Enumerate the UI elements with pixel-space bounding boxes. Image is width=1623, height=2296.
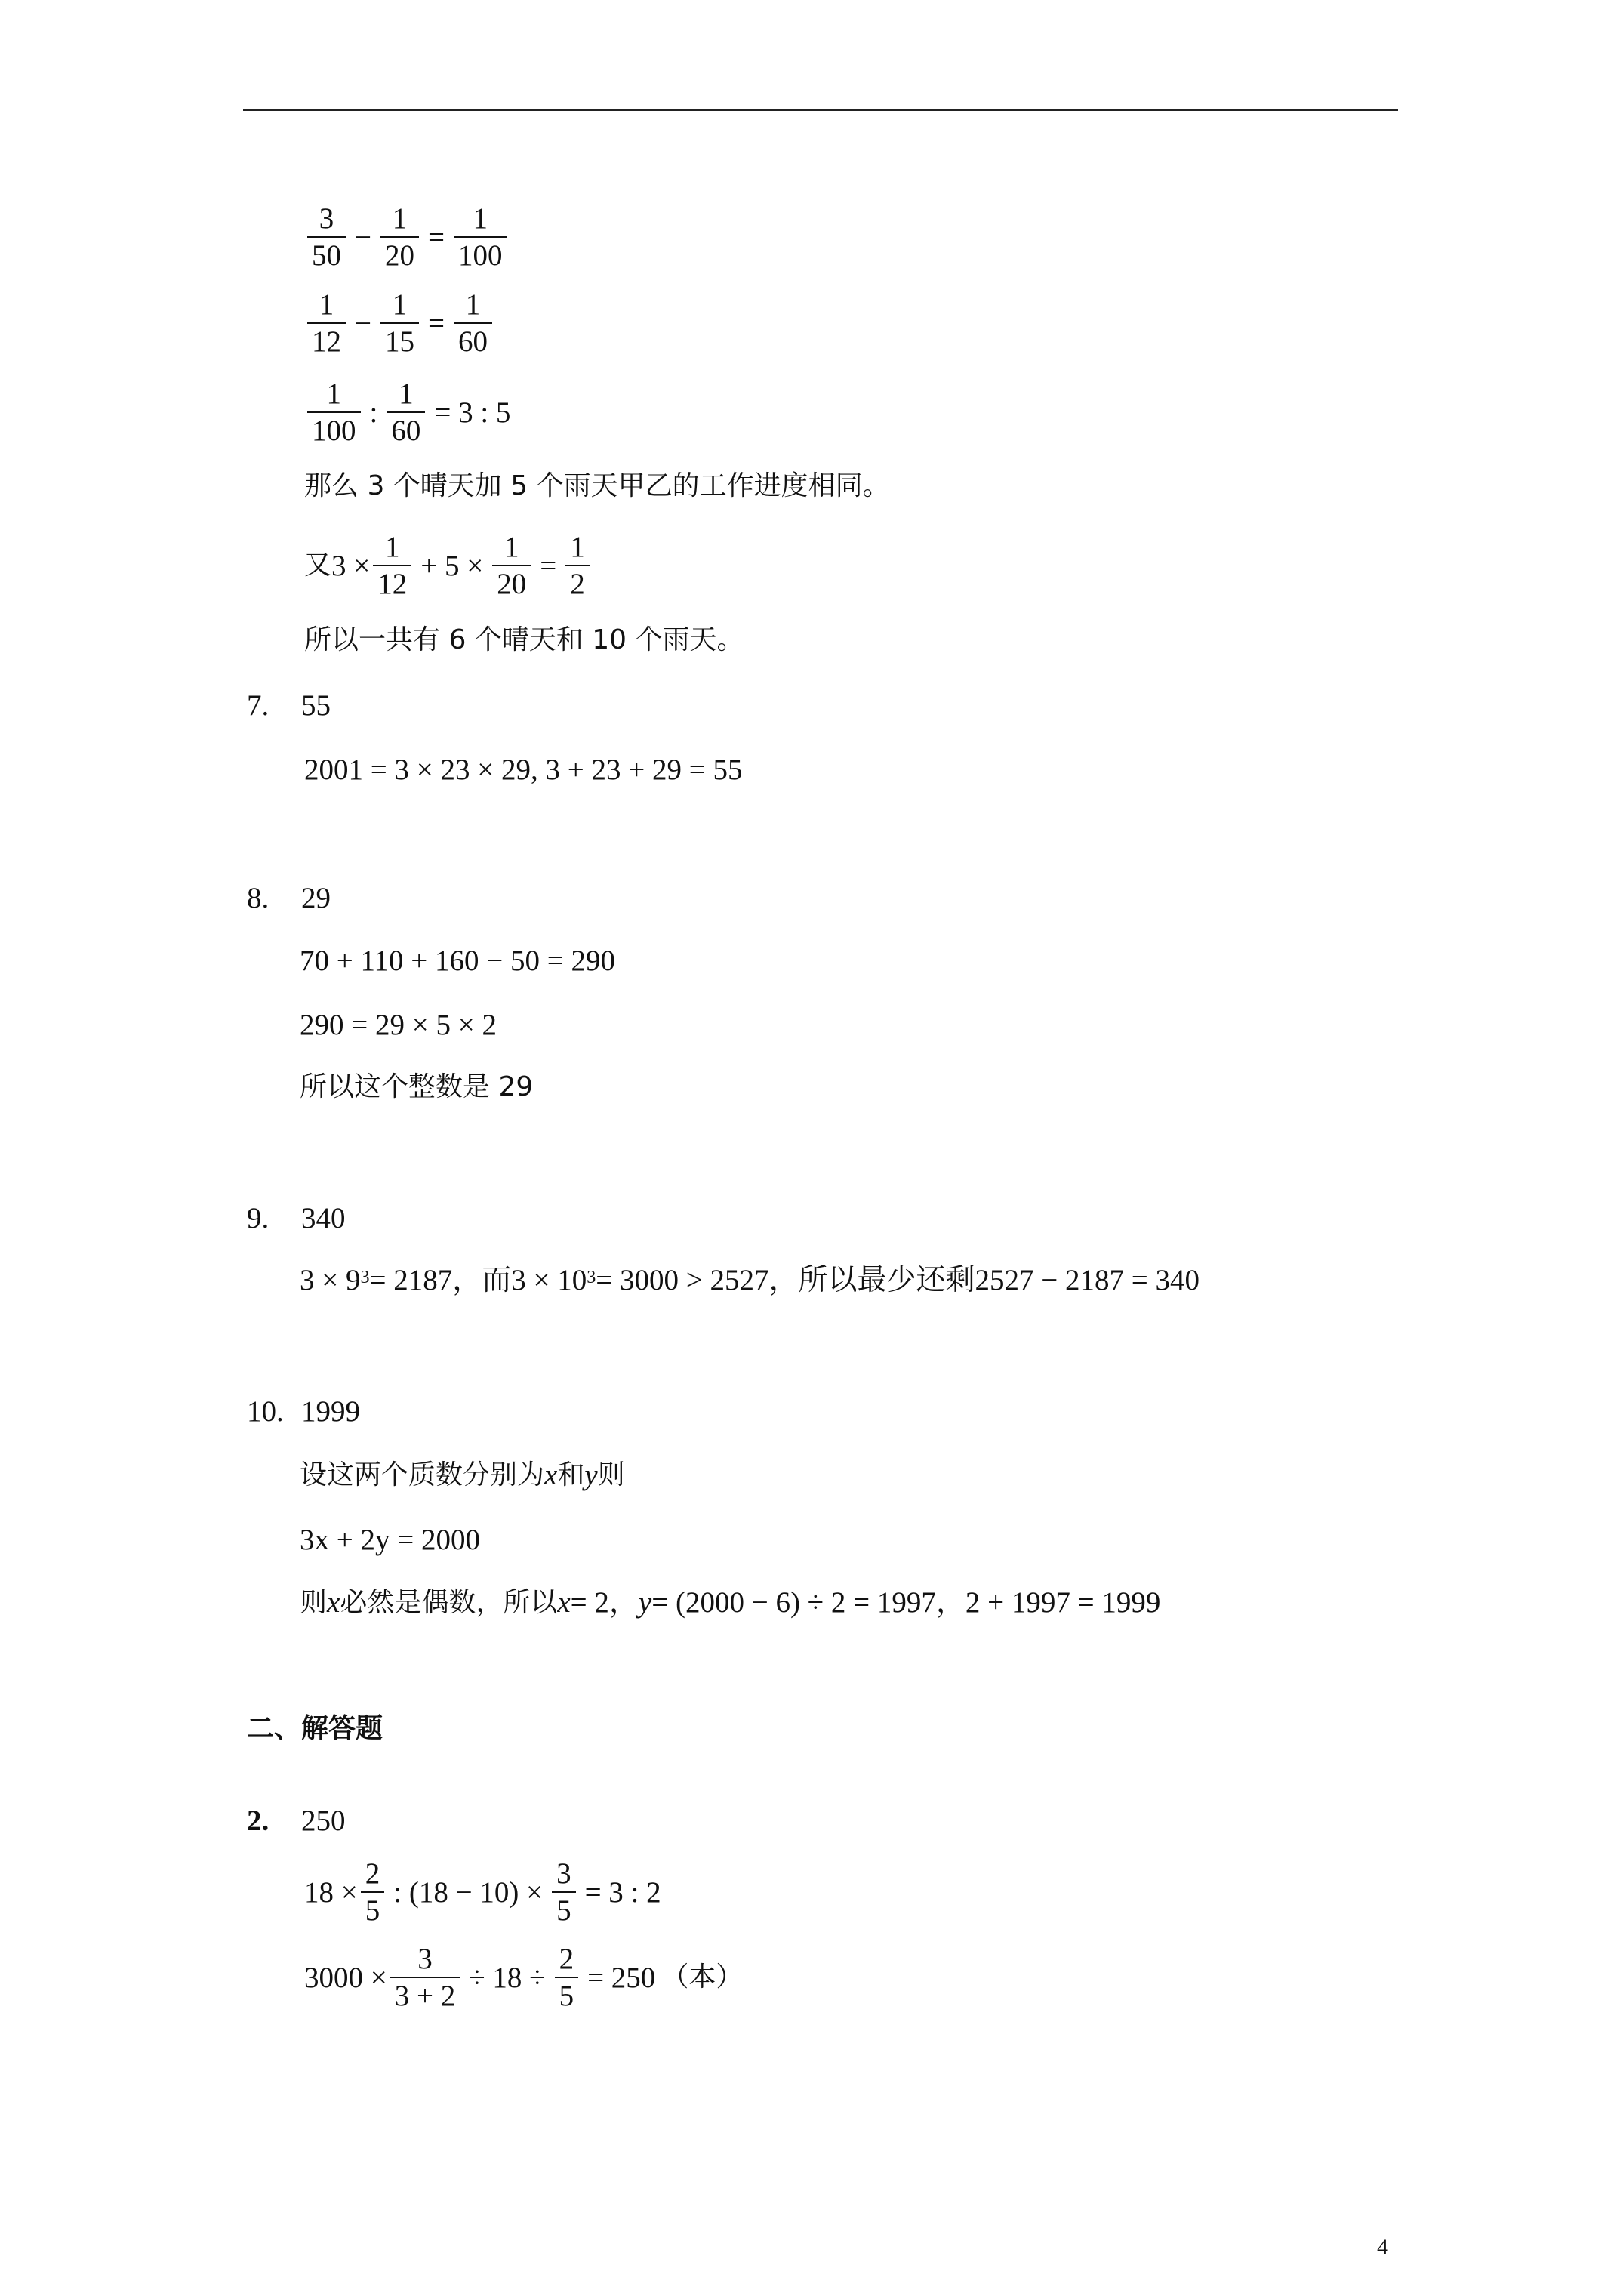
answer: 1999 xyxy=(301,1395,360,1428)
q8-conclusion: 所以这个整数是 29 xyxy=(300,1071,534,1102)
question-number: 7. xyxy=(247,689,269,722)
fraction: $\frac{1}{100}$ xyxy=(454,204,507,270)
q6-text-1: 那么 3 个晴天加 5 个雨天甲乙的工作进度相同。 xyxy=(304,470,890,501)
section-title: 二、解答题 xyxy=(247,1713,383,1744)
q7-heading xyxy=(247,691,331,720)
answer: 29 xyxy=(301,882,331,914)
q10-heading xyxy=(247,1397,360,1426)
fraction: $\frac{1}{12}$ xyxy=(373,532,411,599)
q10-setup: 设这两个质数分别为 x 和 y 则 xyxy=(300,1459,625,1491)
fraction: $\frac{3}{50}$ xyxy=(307,204,346,270)
fraction: $\frac{1}{20}$ xyxy=(492,532,531,599)
fraction: $\frac{1}{15}$ xyxy=(380,290,419,356)
answer: 55 xyxy=(301,689,331,722)
p2-heading xyxy=(247,1806,346,1835)
fraction: $\frac{1}{2}$ xyxy=(565,532,590,599)
answer: 250 xyxy=(301,1804,346,1837)
fraction: $\frac{3}{3 + 2}$ xyxy=(390,1944,460,2011)
q6-equation-2: $\frac{1}{12}$ − $\frac{1}{15}$ = $\frac{1}{60}$ xyxy=(304,290,495,356)
answer: 340 xyxy=(301,1202,346,1234)
q10-conclusion: 则 x 必然是偶数，所以 x = 2， y = (2000 − 6) ÷ 2 = 1997，2 + 1997 = 1999 xyxy=(300,1586,1161,1619)
fraction: $\frac{1}{20}$ xyxy=(380,204,419,270)
fraction: $\frac{3}{5}$ xyxy=(552,1859,576,1925)
question-number: 10. xyxy=(247,1395,284,1428)
header-rule xyxy=(243,109,1398,111)
q9-heading xyxy=(247,1203,346,1233)
q6-text-2: 所以一共有 6 个晴天和 10 个雨天。 xyxy=(304,624,744,655)
q10-equation: 3x + 2y = 2000 xyxy=(300,1524,480,1556)
p2-equation-2: 3000 × $\frac{3}{3 + 2}$ ÷ 18 ÷ $\frac{2}{5}$ = 250 （本） xyxy=(304,1943,744,2012)
q7-solution: 2001 = 3 × 23 × 29, 3 + 23 + 29 = 55 xyxy=(304,754,743,786)
question-number: 8. xyxy=(247,882,269,914)
fraction: $\frac{2}{5}$ xyxy=(555,1944,579,2011)
fraction: $\frac{1}{12}$ xyxy=(307,290,346,356)
fraction: $\frac{1}{60}$ xyxy=(454,290,492,356)
question-number: 9. xyxy=(247,1202,269,1234)
question-number: 2. xyxy=(247,1804,269,1837)
page-number: 4 xyxy=(1377,2235,1388,2260)
q6-equation-1: $\frac{3}{50}$ − $\frac{1}{20}$ = $\frac{1}{100}$ xyxy=(304,204,510,270)
q8-solution-1: 70 + 110 + 160 − 50 = 290 xyxy=(300,945,616,977)
q9-solution: 3 × 9 $^3$ = 2187，而3 × 10 $^3$ = 3000 > 2527，所以最少还剩2527 − 2187 = 340 xyxy=(300,1264,1200,1296)
q8-solution-2: 290 = 29 × 5 × 2 xyxy=(300,1009,497,1041)
fraction: $\frac{2}{5}$ xyxy=(361,1859,385,1925)
p2-equation-1: 18 × $\frac{2}{5}$ : (18 − 10) × $\frac{3}{5}$ = 3 : 2 xyxy=(304,1857,661,1927)
q6-equation-4: 又 3 × $\frac{1}{12}$ + 5 × $\frac{1}{20}$ = $\frac{1}{2}$ xyxy=(304,532,593,599)
q8-heading xyxy=(247,883,331,913)
fraction: $\frac{1}{60}$ xyxy=(387,379,425,445)
q6-equation-3: $\frac{1}{100}$ : $\frac{1}{60}$ = 3 : 5 xyxy=(304,379,516,445)
fraction: $\frac{1}{100}$ xyxy=(307,379,361,445)
